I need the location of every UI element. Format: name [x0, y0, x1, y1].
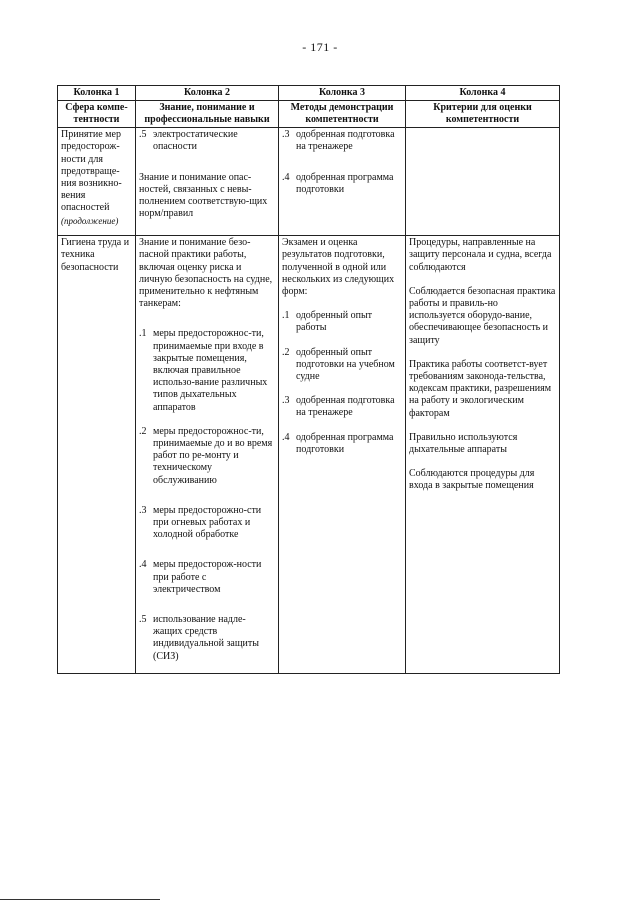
list-item: [139, 328, 275, 413]
methods-header: Методы демонстрации компетентности: [279, 101, 406, 128]
list-item: [282, 310, 402, 334]
continuation-note: (продолжение): [61, 215, 119, 226]
row1-knowledge-paragraph: Знание и понимание опас-ностей, связанных с невы-полнением соответствую-щих норм/правил: [139, 171, 268, 220]
item-text: одобренная подготовка на тренажере: [296, 129, 395, 153]
item-number: .5: [139, 614, 147, 626]
footnote-separator: [0, 899, 160, 900]
item-number: .4: [282, 431, 290, 443]
row1-competence-line: опасностей: [61, 202, 110, 214]
knowledge-header: Знание, понимание и профессиональные навыки: [136, 101, 279, 128]
item-number: .1: [139, 328, 147, 340]
page-number: - 171 -: [302, 40, 338, 54]
column-1-header: Колонка 1: [58, 86, 136, 101]
item-text: одобренная программа подготовки: [296, 431, 394, 455]
row1-competence-line: ности для: [61, 153, 103, 165]
list-item: [282, 172, 402, 196]
table-row: [58, 128, 560, 236]
competence-table: [57, 85, 560, 674]
item-number: .3: [282, 129, 290, 141]
row1-competence-line: предотвраще-: [61, 165, 120, 177]
item-number: .3: [139, 504, 147, 516]
competence-area-header: Сфера компе-тентности: [58, 101, 136, 128]
row1-competence-line: вения: [61, 190, 86, 202]
row1-competence-line: Принятие мер: [61, 129, 121, 141]
item-number: .4: [139, 559, 147, 571]
list-item: [282, 129, 402, 153]
item-text: меры предосторожнос-ти, принимаемые при входе в закрытые помещения, включая правильное использо-вание различных типов дыхательных аппаратов: [153, 328, 268, 413]
list-item: [139, 129, 275, 153]
criteria-paragraph: Соблюдаются процедуры для входа в закрытые помещения: [409, 468, 535, 492]
item-text: одобренная программа подготовки: [296, 171, 394, 195]
column-3-header: Колонка 3: [279, 86, 406, 101]
item-number: .5: [139, 129, 147, 141]
item-text: использование надле-жащих средств индивидуальной защиты (СИЗ): [153, 614, 259, 662]
list-item: [282, 395, 402, 419]
list-item: [139, 505, 275, 542]
item-text: меры предосторожно-сти при огневых работах и холодной обработке: [153, 504, 262, 541]
criteria-paragraph: Процедуры, направленные на защиту персонала и судна, всегда соблюдаются: [409, 237, 552, 273]
column-4-header: Колонка 4: [406, 86, 560, 101]
item-text: электростатические опасности: [153, 129, 238, 153]
list-item: [139, 559, 275, 596]
item-text: меры предосторож-ности при работе с электричеством: [153, 559, 262, 595]
list-item: [282, 347, 402, 384]
row2-knowledge-intro: Знание и понимание безо-пасной практики работы, включая оценку риска и личную безопасность на судне, применительно к нефтяным танкерам:: [139, 237, 273, 310]
list-item: [139, 426, 275, 487]
row2-criteria-cell: [406, 236, 560, 674]
table-row: [58, 236, 560, 674]
row1-methods-cell: [279, 128, 406, 236]
list-item: [282, 432, 402, 456]
criteria-paragraph: Правильно используются дыхательные аппараты: [409, 431, 518, 456]
row1-competence-cell: [58, 128, 136, 236]
criteria-paragraph: Практика работы соответст-вует требованиям законода-тельства, кодексам практики, разрешениям на работу и экологическим факторам: [409, 358, 552, 419]
list-item: [139, 614, 275, 663]
row2-competence-cell: Гигиена труда и техника безопасности: [58, 236, 136, 674]
item-text: одобренный опыт подготовки на учебном судне: [296, 346, 395, 383]
row2-knowledge-cell: [136, 236, 279, 674]
row2-methods-intro: Экзамен и оценка результатов подготовки, полученной в одной или нескольких из следующих форм:: [282, 237, 395, 298]
item-text: одобренная подготовка на тренажере: [296, 395, 395, 419]
criteria-header: Критерии для оценки компетентности: [406, 101, 560, 128]
row2-methods-cell: [279, 236, 406, 674]
subheader-row: [58, 101, 560, 128]
item-text: меры предосторожнос-ти, принимаемые до и во время работ по ре-монту и техническому обслуживанию: [153, 425, 273, 486]
item-number: .1: [282, 310, 290, 322]
item-number: .2: [139, 425, 147, 437]
column-2-header: Колонка 2: [136, 86, 279, 101]
item-number: .3: [282, 395, 290, 407]
row1-competence-line: предосторож-: [61, 141, 120, 153]
row1-competence-line: ния возникно-: [61, 178, 122, 190]
row1-criteria-cell: [406, 128, 560, 236]
criteria-paragraph: Соблюдается безопасная практика работы и правиль-но используется оборудо-вание, обеспечивающее безопасность и защиту: [409, 285, 556, 346]
column-header-row: [58, 86, 560, 101]
item-number: .2: [282, 346, 290, 358]
row1-knowledge-cell: [136, 128, 279, 236]
item-number: .4: [282, 171, 290, 183]
item-text: одобренный опыт работы: [296, 310, 373, 334]
